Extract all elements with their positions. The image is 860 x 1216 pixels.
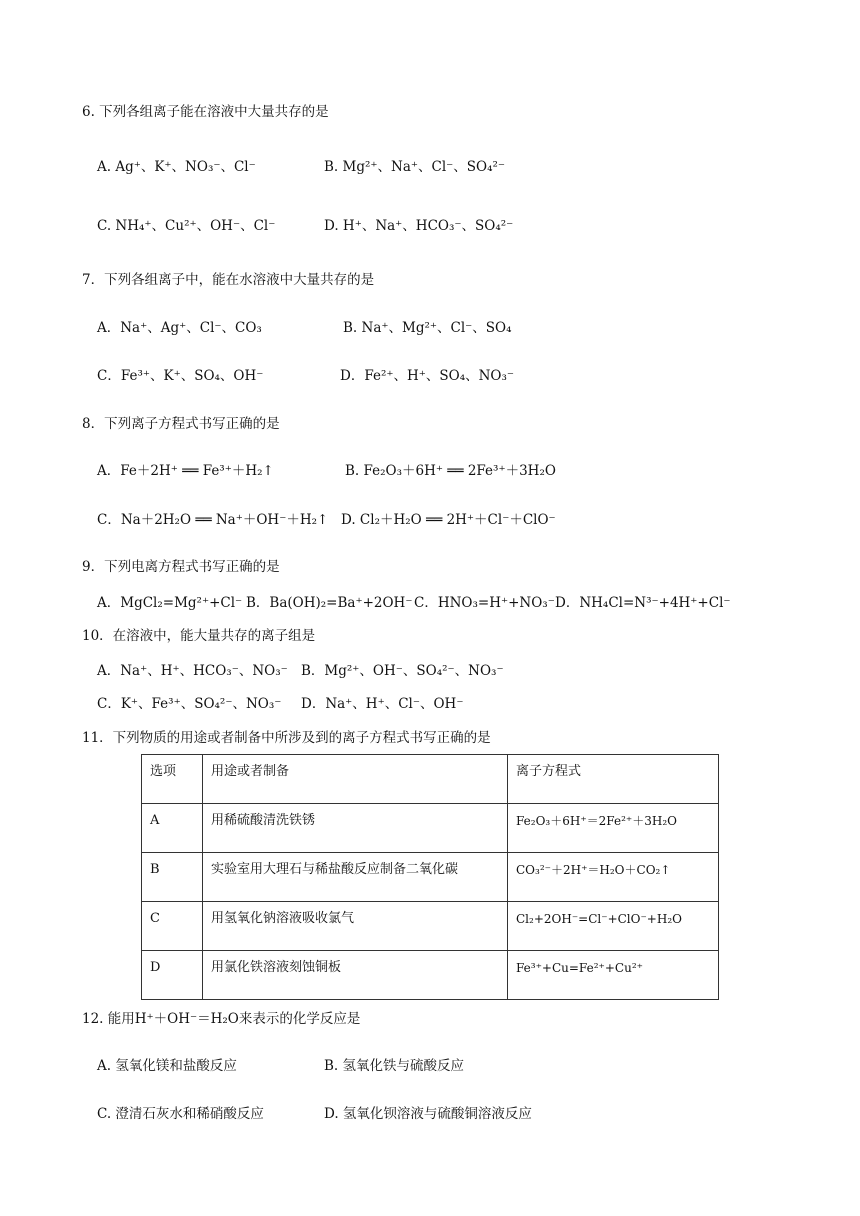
question-10-option-a: A．Na⁺、H⁺、HCO₃⁻、NO₃⁻ (97, 663, 288, 679)
question-6-option-a: A. Ag⁺、K⁺、NO₃⁻、Cl⁻ (97, 159, 256, 175)
table-cell: C (142, 902, 203, 951)
table-cell: Cl₂+2OH⁻=Cl⁻+ClO⁻+H₂O (508, 902, 719, 951)
question-12-option-a: A. 氢氧化镁和盐酸反应 (97, 1058, 237, 1074)
table-row (142, 853, 719, 902)
question-8-option-b: B. Fe₂O₃＋6H⁺ ══ 2Fe³⁺＋3H₂O (345, 463, 556, 479)
question-12-stem: 12. 能用H⁺＋OH⁻＝H₂O来表示的化学反应是 (82, 1011, 361, 1027)
table-row (142, 902, 719, 951)
table-header-row (142, 755, 719, 804)
table-header-cell: 选项 (142, 755, 203, 804)
table-header-cell: 离子方程式 (508, 755, 719, 804)
table-cell: 用氢氧化钠溶液吸收氯气 (203, 902, 508, 951)
question-6-stem: 6. 下列各组离子能在溶液中大量共存的是 (82, 104, 329, 120)
question-6-option-c: C. NH₄⁺、Cu²⁺、OH⁻、Cl⁻ (97, 218, 276, 234)
table-cell: 用稀硫酸清洗铁锈 (203, 804, 508, 853)
question-10-stem: 10．在溶液中，能大量共存的离子组是 (82, 628, 316, 644)
question-7-option-d: D．Fe²⁺、H⁺、SO₄、NO₃⁻ (340, 368, 515, 384)
question-6-option-d: D. H⁺、Na⁺、HCO₃⁻、SO₄²⁻ (324, 218, 514, 234)
question-8-option-a: A．Fe＋2H⁺ ══ Fe³⁺＋H₂↑ (97, 463, 274, 479)
question-6-option-b: B. Mg²⁺、Na⁺、Cl⁻、SO₄²⁻ (324, 159, 506, 175)
question-10-option-d: D．Na⁺、H⁺、Cl⁻、OH⁻ (301, 696, 464, 712)
question-7-option-a: A．Na⁺、Ag⁺、Cl⁻、CO₃ (97, 320, 262, 336)
table-cell: 实验室用大理石与稀盐酸反应制备二氧化碳 (203, 853, 508, 902)
question-7-option-c: C．Fe³⁺、K⁺、SO₄、OH⁻ (97, 368, 264, 384)
table-cell: A (142, 804, 203, 853)
question-9-option-b: B．Ba(OH)₂=Ba⁺+2OH⁻ (246, 595, 413, 611)
question-11-table (141, 754, 719, 1000)
question-9-option-c: C．HNO₃=H⁺+NO₃⁻ (414, 595, 555, 611)
question-8-option-d: D. Cl₂＋H₂O ══ 2H⁺＋Cl⁻＋ClO⁻ (341, 512, 556, 528)
question-7-option-b: B. Na⁺、Mg²⁺、Cl⁻、SO₄ (343, 320, 512, 336)
table-cell: 用氯化铁溶液刻蚀铜板 (203, 951, 508, 1000)
table-cell: CO₃²⁻＋2H⁺＝H₂O＋CO₂↑ (508, 853, 719, 902)
table-row (142, 951, 719, 1000)
question-12-option-b: B. 氢氧化铁与硫酸反应 (324, 1058, 465, 1074)
question-10-option-c: C．K⁺、Fe³⁺、SO₄²⁻、NO₃⁻ (97, 696, 282, 712)
question-7-stem: 7．下列各组离子中，能在水溶液中大量共存的是 (82, 272, 375, 288)
question-8-option-c: C．Na＋2H₂O ══ Na⁺＋OH⁻＋H₂↑ (97, 512, 329, 528)
question-11-stem: 11．下列物质的用途或者制备中所涉及到的离子方程式书写正确的是 (82, 730, 491, 746)
table-header-cell: 用途或者制备 (203, 755, 508, 804)
table-cell: D (142, 951, 203, 1000)
question-9-stem: 9．下列电离方程式书写正确的是 (82, 559, 280, 575)
question-9-option-a: A．MgCl₂=Mg²⁺+Cl⁻ (97, 595, 243, 611)
question-10-option-b: B．Mg²⁺、OH⁻、SO₄²⁻、NO₃⁻ (301, 663, 504, 679)
table-cell: Fe³⁺+Cu=Fe²⁺+Cu²⁺ (508, 951, 719, 1000)
question-8-stem: 8．下列离子方程式书写正确的是 (82, 416, 280, 432)
question-12-option-c: C. 澄清石灰水和稀硝酸反应 (97, 1106, 264, 1122)
table-cell: Fe₂O₃＋6H⁺＝2Fe²⁺＋3H₂O (508, 804, 719, 853)
question-9-option-d: D．NH₄Cl=N³⁻+4H⁺+Cl⁻ (555, 595, 731, 611)
table-row (142, 804, 719, 853)
table-cell: B (142, 853, 203, 902)
question-12-option-d: D. 氢氧化钡溶液与硫酸铜溶液反应 (324, 1106, 532, 1122)
